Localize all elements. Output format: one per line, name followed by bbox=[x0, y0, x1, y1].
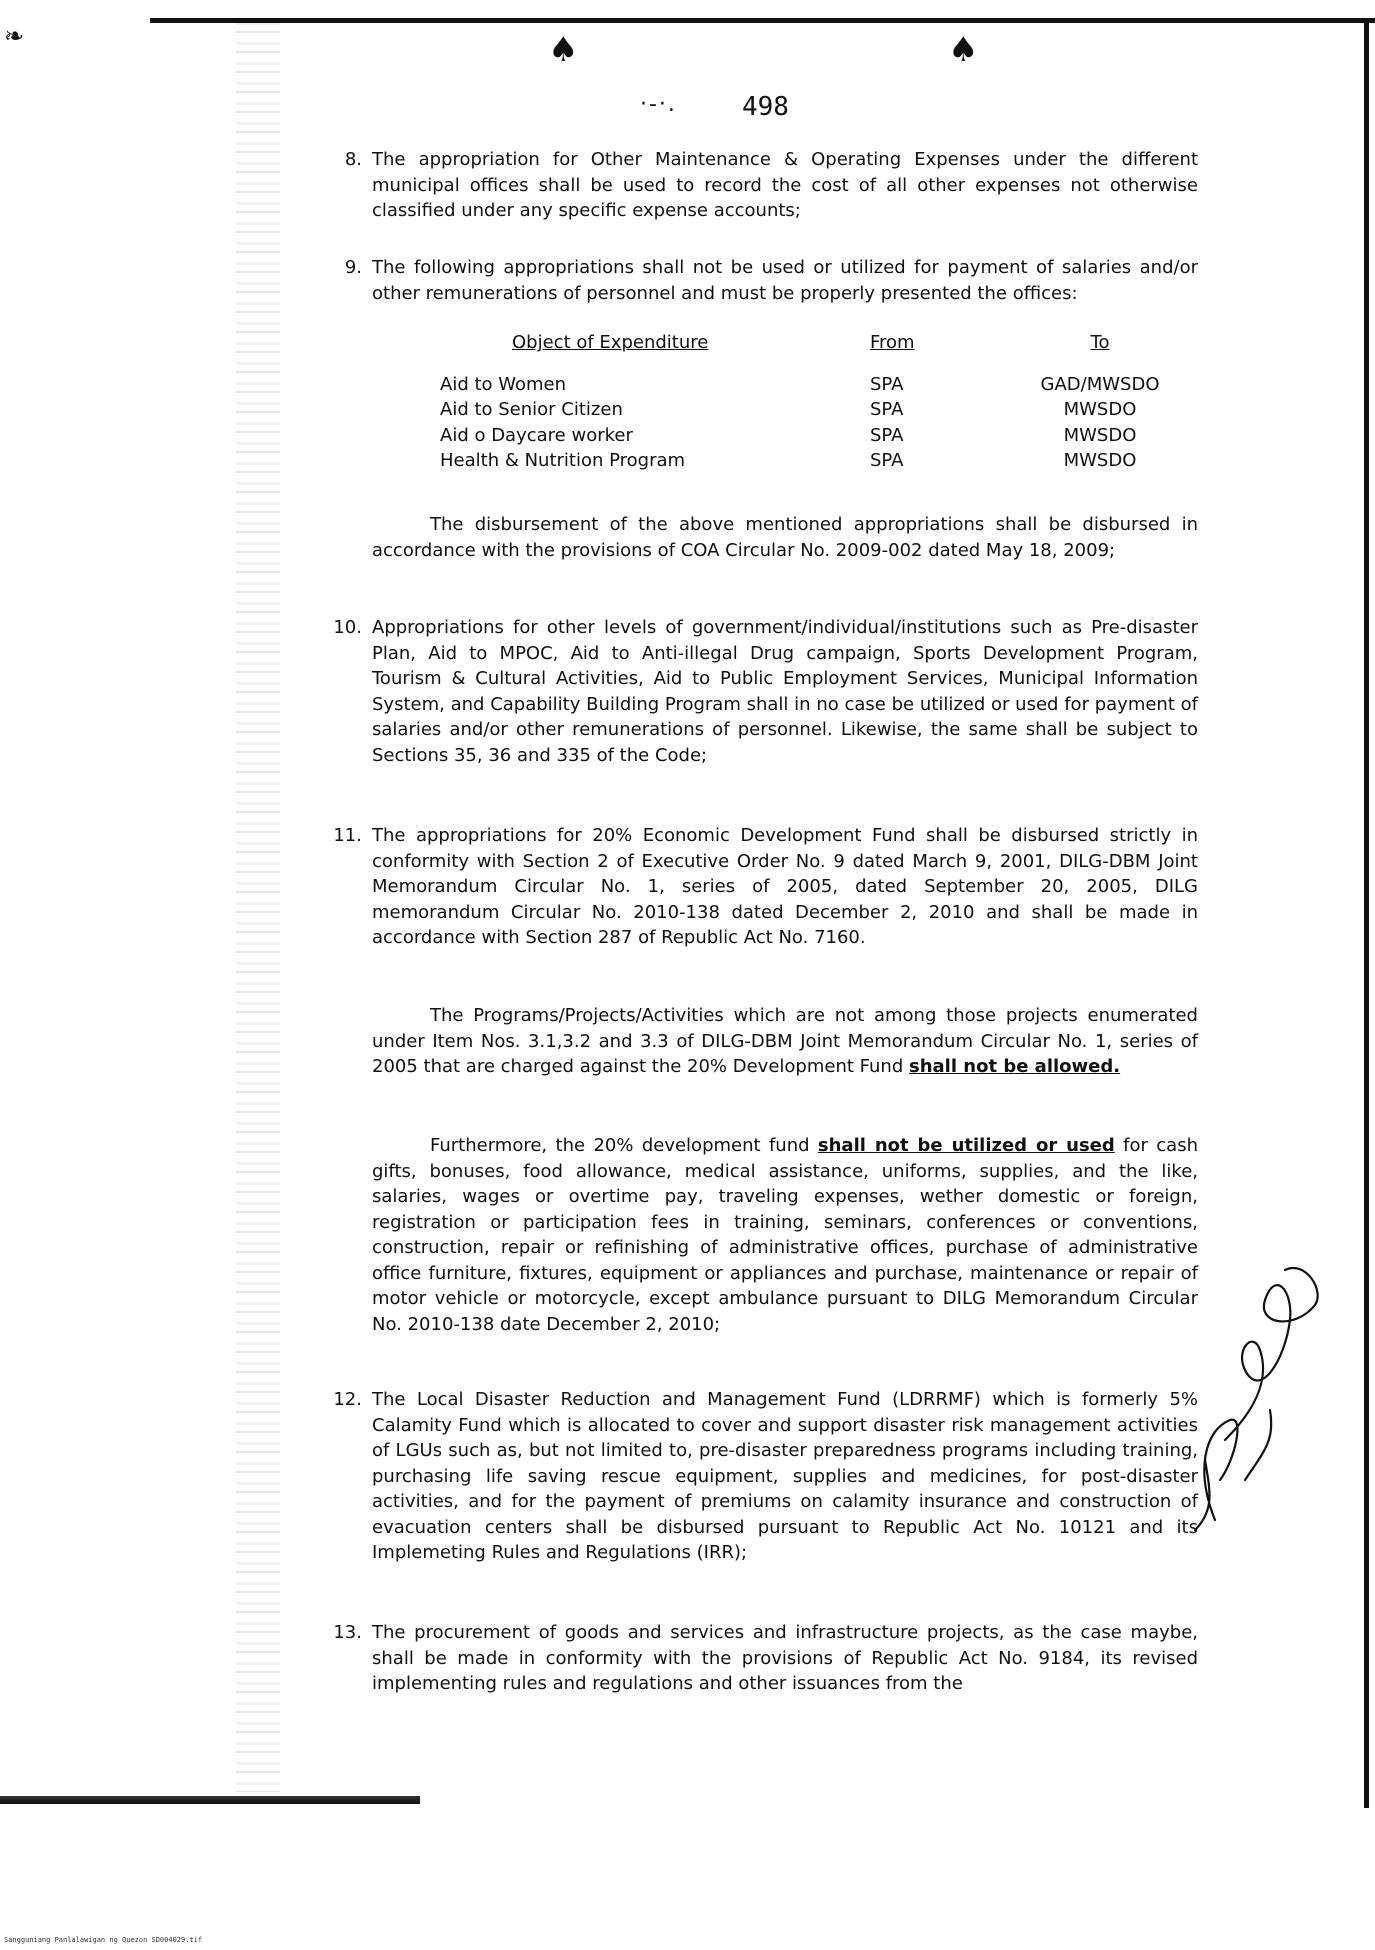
list-item-12 bbox=[333, 1387, 1198, 1566]
emphasis-text: shall not be utilized or used bbox=[817, 1135, 1115, 1156]
footer-filename: Sangguniang Panlalawigan ng Quezon SD004029.tif bbox=[4, 1936, 203, 1944]
item-number: 12. bbox=[333, 1389, 362, 1410]
table-header-row bbox=[440, 330, 1200, 356]
cell-to: GAD/MWSDO bbox=[1040, 373, 1160, 395]
paragraph-text: The disbursement of the above mentioned appropriations shall be disbursed in accordance with the provisions of COA Circular No. 2009-002 dated May 18, 2009; bbox=[372, 514, 1198, 561]
item-number: 11. bbox=[333, 825, 362, 846]
cell-object: Aid to Senior Citizen bbox=[440, 399, 623, 421]
paragraph-text bbox=[372, 1003, 1198, 1080]
scan-border-bottom bbox=[0, 1796, 420, 1804]
table-row bbox=[440, 448, 1200, 474]
item-number: 13. bbox=[333, 1622, 362, 1643]
list-item-9 bbox=[344, 255, 1198, 306]
cell-from: SPA bbox=[870, 399, 904, 421]
cell-object: Aid o Daycare worker bbox=[440, 424, 633, 446]
cell-object: Aid to Women bbox=[440, 373, 567, 395]
list-item-8 bbox=[344, 147, 1198, 224]
paragraph-body: The Programs/Projects/Activities which are not among those projects enumerated under Item Nos. 3.1,3.2 and 3.3 of DILG-DBM Joint Memorandum Circular No. 1, series of 2005 that are charged against the 20% Development Fund bbox=[372, 1005, 1198, 1077]
list-item-11 bbox=[333, 823, 1198, 951]
item-text: The following appropriations shall not be used or utilized for payment of salaries and/or other remunerations of personnel and must be properly presented the offices: bbox=[372, 257, 1198, 304]
paragraph-disbursement bbox=[372, 512, 1198, 563]
cell-from: SPA bbox=[870, 373, 904, 395]
page-number: 498 bbox=[742, 92, 789, 122]
punch-mark-icon: ❧ bbox=[4, 22, 25, 50]
item-text: The procurement of goods and services and infrastructure projects, as the case maybe, shall be made in conformity with the provisions of Republic Act No. 9184, its revised implementing rules and regulations and other issuances from the bbox=[372, 1622, 1198, 1694]
stray-marks: ·-·. bbox=[640, 92, 677, 117]
paragraph-body: for cash gifts, bonuses, food allowance, medical assistance, uniforms, supplies, and the like, salaries, wages or overtime pay, traveling expenses, wether domestic or foreign, registration or participation fees in training, seminars, conferences or conventions, construction, repair or refinishing of administrative offices, purchase of administrative office furniture, fixtures, equipment or appliances and purchase, maintenance or repair of motor vehicle or motorcycle, except ambulance pursuant to DILG Memorandum Circular No. 2010-138 date December 2, 2010; bbox=[372, 1135, 1198, 1335]
item-text: The appropriations for 20% Economic Development Fund shall be disbursed strictly in conformity with Section 2 of Executive Order No. 9 dated March 9, 2001, DILG-DBM Joint Memorandum Circular No. 1, series of 2005, dated September 20, 2005, DILG memorandum Circular No. 2010-138 dated December 2, 2010 and shall be made in accordance with Section 287 of Republic Act No. 7160. bbox=[372, 825, 1198, 948]
scan-noise-strip bbox=[236, 22, 280, 1792]
item-number: 10. bbox=[333, 617, 362, 638]
list-item-13 bbox=[333, 1620, 1198, 1697]
header-object: Object of Expenditure bbox=[512, 332, 709, 354]
item-text: The appropriation for Other Maintenance & Operating Expenses under the different municipal offices shall be used to record the cost of all other expenses not otherwise classified under any specific expense accounts; bbox=[372, 149, 1198, 221]
cell-to: MWSDO bbox=[1063, 450, 1137, 472]
item-number: 9. bbox=[344, 257, 362, 278]
header-from: From bbox=[870, 332, 915, 354]
paragraph-lead: Furthermore, the 20% development fund bbox=[430, 1135, 818, 1156]
item-text: Appropriations for other levels of government/individual/institutions such as Pre-disaster Plan, Aid to MPOC, Aid to Anti-illegal Drug campaign, Sports Development Program, Tourism & Cultural Activities, Aid to Public Employment Services, Municipal Information System, and Capability Building Program shall in no case be utilized or used for payment of salaries and/or other remunerations of personnel. Likewise, the same shall be subject to Sections 35, 36 and 335 of the Code; bbox=[372, 617, 1198, 766]
punch-hole-left-icon: ♠ bbox=[548, 30, 579, 70]
cell-to: MWSDO bbox=[1063, 399, 1137, 421]
table-row bbox=[440, 397, 1200, 423]
paragraph-text bbox=[372, 1133, 1198, 1337]
header-to: To bbox=[1090, 332, 1110, 354]
paragraph-furthermore bbox=[372, 1133, 1198, 1337]
table-row bbox=[440, 372, 1200, 398]
table-row bbox=[440, 423, 1200, 449]
cell-object: Health & Nutrition Program bbox=[440, 450, 686, 472]
cell-from: SPA bbox=[870, 424, 904, 446]
paragraph-ppa bbox=[372, 1003, 1198, 1080]
cell-to: MWSDO bbox=[1063, 424, 1137, 446]
punch-hole-right-icon: ♠ bbox=[948, 30, 979, 70]
scan-border-right bbox=[1364, 18, 1369, 1808]
emphasis-text: shall not be allowed. bbox=[908, 1056, 1121, 1077]
item-text: The Local Disaster Reduction and Management Fund (LDRRMF) which is formerly 5% Calamity Fund which is allocated to cover and support disaster risk management activities of LGUs such as, but not limited to, pre-disaster preparedness programs including training, purchasing life saving rescue equipment, supplies and medicines, for post-disaster activities, and for the payment of premiums on calamity insurance and construction of evacuation centers shall be disbursed pursuant to Republic Act No. 10121 and its Implemeting Rules and Regulations (IRR); bbox=[372, 1389, 1198, 1563]
item-number: 8. bbox=[344, 149, 362, 170]
handwritten-signature bbox=[1175, 1210, 1325, 1550]
expenditure-table bbox=[440, 330, 1200, 474]
list-item-10 bbox=[333, 615, 1198, 768]
cell-from: SPA bbox=[870, 450, 904, 472]
scan-border-top bbox=[150, 18, 1375, 23]
